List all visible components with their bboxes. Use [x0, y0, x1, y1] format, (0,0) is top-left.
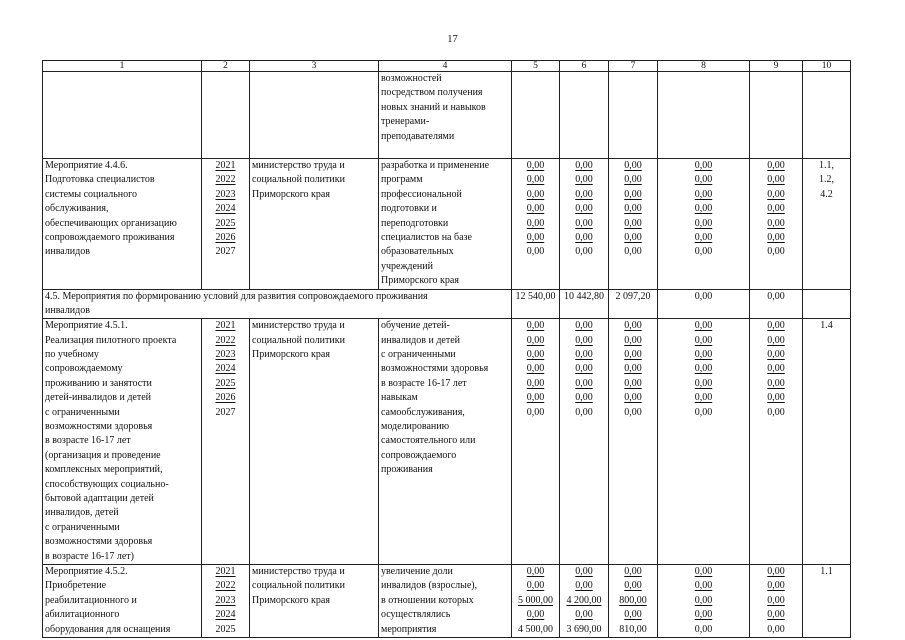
cell-line: 0,00	[526, 609, 545, 621]
cell-line: 2021	[215, 320, 236, 332]
cell-line: 0,00	[694, 334, 713, 346]
cell-line: в отношении которых	[381, 594, 474, 606]
cell-line: 0,00	[526, 203, 545, 215]
cell-line: подготовки и	[381, 203, 437, 215]
amount-cell-6	[560, 159, 609, 290]
cell-line: 2027	[215, 406, 236, 418]
cell-line: 2026	[215, 392, 236, 404]
cell-line: 0,00	[694, 203, 713, 215]
cell-line: возможностями здоровья	[381, 363, 489, 375]
cell-line: детей-инвалидов и детей	[45, 392, 152, 404]
cell-line: 0,00	[767, 334, 785, 346]
cell-line: навыкам	[381, 392, 418, 404]
cell-line: преподавателями	[381, 130, 455, 142]
cell-line: 0,00	[575, 565, 593, 577]
cell-line: Мероприятие 4.4.6.	[45, 160, 128, 171]
cell-line: 0,00	[575, 609, 593, 621]
cell-line: с ограниченными	[45, 406, 120, 418]
cell-line: 2023	[215, 188, 236, 200]
cell-line: 0,00	[575, 160, 593, 171]
cell-line: 3 690,00	[566, 623, 602, 635]
cell-line: профессиональной	[381, 188, 462, 200]
cell-line: моделированию	[381, 421, 450, 433]
cell-line: 2023	[215, 594, 236, 606]
cell-line: 0,00	[624, 349, 642, 361]
cell-line: 2025	[215, 217, 236, 229]
header-row	[43, 61, 851, 72]
cell-line: тренерами-	[381, 116, 430, 128]
cell-line: 0,00	[624, 188, 642, 200]
cell-line: 800,00	[619, 594, 647, 606]
cell-line: 0,00	[624, 203, 642, 215]
cell-line: 2021	[215, 565, 236, 577]
cell-line: 2022	[215, 174, 236, 186]
cell-line: 0,00	[575, 203, 593, 215]
cell-line: Приморского края	[252, 594, 330, 606]
cell-line: 0,00	[526, 217, 545, 229]
cell-line: инвалидов, детей	[45, 507, 119, 519]
amount-cell-5	[512, 319, 560, 565]
cell-line: 0,00	[624, 363, 642, 375]
header-cell: 6	[560, 61, 609, 72]
cell-line: Приморского края	[252, 188, 330, 200]
cell-line: увеличение доли	[381, 565, 453, 577]
cell-line: 5 000,00	[518, 594, 553, 606]
cell-line: по учебному	[45, 349, 99, 361]
cell-line: самообслуживания,	[381, 406, 465, 418]
years-cell	[202, 564, 250, 637]
cell-line: 2027	[215, 246, 236, 258]
cell-line: 0,00	[694, 377, 713, 389]
section-row-4-5	[43, 289, 851, 319]
cell-line: 0,00	[767, 188, 785, 200]
cell-line: 0,00	[526, 363, 545, 375]
cell-line: реабилитационного и	[45, 594, 137, 606]
executor-cell	[250, 159, 379, 290]
cell-line: 0,00	[694, 609, 713, 621]
cell-line: 0,00	[526, 580, 545, 592]
cell-line: сопровождаемому	[45, 363, 123, 375]
cell-line: образовательных	[381, 246, 454, 258]
cell-line: инвалидов	[45, 246, 90, 258]
section-total-8: 0,00	[658, 289, 750, 319]
cell-line: 2026	[215, 231, 236, 243]
cell-line: 0,00	[767, 203, 785, 215]
cell-line: Приморского края	[252, 349, 330, 361]
result-cell	[379, 564, 512, 637]
cell-line: 0,00	[575, 406, 593, 418]
cell-line: социальной политики	[252, 334, 345, 346]
activity-name-cell	[43, 319, 202, 565]
cell-line: 0,00	[575, 231, 593, 243]
cell-line: самостоятельного или	[381, 435, 476, 447]
cell-line: 0,00	[767, 609, 785, 621]
cell-line: 2024	[215, 203, 236, 215]
cell-line: возможностей	[381, 73, 442, 84]
cell-line: переподготовки	[381, 217, 449, 229]
cell-line: 0,00	[694, 217, 713, 229]
cell-line: мероприятия	[381, 623, 437, 635]
cell-line: 0,00	[694, 231, 713, 243]
header-cell: 1	[43, 61, 202, 72]
cell-line: 4.2	[820, 188, 833, 200]
cell-line: 0,00	[624, 160, 642, 171]
amount-cell-7	[609, 319, 658, 565]
cell-line: 0,00	[694, 174, 713, 186]
cell-line: 0,00	[575, 174, 593, 186]
section-total-6: 10 442,80	[560, 289, 609, 319]
cell-line: 0,00	[767, 174, 785, 186]
cell-line: 2024	[215, 363, 236, 375]
header-cell: 9	[750, 61, 803, 72]
cell-line: 2023	[215, 349, 236, 361]
cell-line: 0,00	[767, 392, 785, 404]
cell-line: 0,00	[767, 246, 785, 258]
cell-line: 0,00	[767, 565, 785, 577]
amount-cell-8	[658, 319, 750, 565]
cell-line: 0,00	[624, 217, 642, 229]
result-cell	[379, 159, 512, 290]
result-cell	[379, 72, 512, 159]
header-cell: 10	[803, 61, 851, 72]
cell-line: в возрасте 16-17 лет)	[45, 550, 134, 562]
cell-line: 0,00	[767, 320, 785, 332]
cell-line: 0,00	[624, 334, 642, 346]
indicator-cell	[803, 319, 851, 565]
cell-line: 0,00	[575, 363, 593, 375]
section-total-5: 12 540,00	[512, 289, 560, 319]
cell-line: программ	[381, 174, 423, 186]
cell-line: 0,00	[526, 349, 545, 361]
cell-line: 0,00	[767, 623, 785, 635]
cell-line: 0,00	[767, 160, 785, 171]
cell-line: 0,00	[526, 174, 545, 186]
cell-line: 0,00	[575, 217, 593, 229]
cell-line: 0,00	[767, 580, 785, 592]
cell-line: 1.1	[820, 565, 833, 577]
section-total-9: 0,00	[750, 289, 803, 319]
cell-line: 0,00	[526, 231, 545, 243]
cell-line: инвалидов и детей	[381, 334, 461, 346]
section-total-7: 2 097,20	[609, 289, 658, 319]
cell-line: 0,00	[767, 217, 785, 229]
cell-line: 0,00	[624, 377, 642, 389]
cell-line: 0,00	[767, 406, 785, 418]
header-cell: 3	[250, 61, 379, 72]
cell-line: сопровождаемого проживания	[45, 231, 175, 243]
cell-line: 0,00	[767, 349, 785, 361]
indicator-cell	[803, 159, 851, 290]
cell-line: посредством получения	[381, 87, 483, 99]
cell-line: 0,00	[575, 246, 593, 258]
cell-line: 0,00	[575, 334, 593, 346]
cell-line: 0,00	[767, 377, 785, 389]
amount-cell-6	[560, 564, 609, 637]
cell-line: 0,00	[575, 188, 593, 200]
cell-line: 0,00	[526, 565, 545, 577]
header-cell: 8	[658, 61, 750, 72]
cell-line: (организация и проведение	[45, 449, 161, 461]
cell-line: 2025	[215, 623, 236, 635]
cell-line: 0,00	[575, 349, 593, 361]
amount-cell-9	[750, 319, 803, 565]
cell-line: специалистов на базе	[381, 231, 472, 243]
cell-line: 2022	[215, 580, 236, 592]
cell-line: 0,00	[694, 349, 713, 361]
cell-line: 0,00	[694, 246, 713, 258]
cell-line: 0,00	[694, 392, 713, 404]
page-number: 17	[447, 34, 458, 45]
cell-line: министерство труда и	[252, 320, 345, 332]
cell-line: социальной политики	[252, 580, 345, 592]
section-title-cell	[43, 289, 512, 319]
years-cell	[202, 319, 250, 565]
amount-cell-9	[750, 159, 803, 290]
cell-line: 0,00	[526, 334, 545, 346]
table-row-4-4-6	[43, 159, 851, 290]
table-row-4-5-1	[43, 319, 851, 565]
cell-line: оборудования для оснащения	[45, 623, 171, 635]
cell-line: сопровождаемого	[381, 449, 457, 461]
amount-cell-8	[658, 564, 750, 637]
amount-cell-9	[750, 564, 803, 637]
cell-line: 0,00	[575, 320, 593, 332]
executor-cell	[250, 564, 379, 637]
cell-line: возможностями здоровья	[45, 536, 153, 548]
cell-line: проживанию и занятости	[45, 377, 152, 389]
cell-line: социальной политики	[252, 174, 345, 186]
cell-line: комплексных мероприятий,	[45, 464, 163, 476]
cell-line: 0,00	[526, 406, 545, 418]
cell-line: 0,00	[694, 363, 713, 375]
cell-line: 0,00	[526, 392, 545, 404]
cell-line: 0,00	[624, 565, 642, 577]
cell-line: бытовой адаптации детей	[45, 492, 154, 504]
result-cell	[379, 319, 512, 565]
indicator-cell	[803, 564, 851, 637]
cell-line: системы социального	[45, 188, 138, 200]
cell-line: министерство труда и	[252, 160, 345, 171]
cell-line: обслуживания,	[45, 203, 109, 215]
cell-line: 2024	[215, 609, 236, 621]
activity-name-cell	[43, 564, 202, 637]
cell-line: с ограниченными	[381, 349, 456, 361]
cell-line: 0,00	[767, 594, 785, 606]
cell-line: 0,00	[575, 392, 593, 404]
cell-line: 0,00	[526, 377, 545, 389]
cell-line: Приобретение	[45, 580, 107, 592]
executor-cell	[250, 319, 379, 565]
program-activities-table	[42, 60, 851, 638]
cell-line: проживания	[381, 464, 433, 476]
cell-line: обучение детей-	[381, 320, 450, 332]
cell-line: 0,00	[694, 623, 713, 635]
cell-line: 0,00	[694, 594, 713, 606]
cell-line: разработка и применение	[381, 160, 490, 171]
cell-line: Реализация пилотного проекта	[45, 334, 177, 346]
cell-line: 1.2,	[819, 174, 834, 186]
cell-line: 2022	[215, 334, 236, 346]
cell-line: 0,00	[526, 188, 545, 200]
cell-line: 0,00	[624, 580, 642, 592]
cell-line: Мероприятие 4.5.1.	[45, 320, 128, 332]
cell-line: 0,00	[526, 160, 545, 171]
cell-line: 2025	[215, 377, 236, 389]
cell-line: 0,00	[694, 406, 713, 418]
cell-line: с ограниченными	[45, 521, 120, 533]
cell-line: 0,00	[694, 188, 713, 200]
continued-row	[43, 72, 851, 159]
cell-line: инвалидов (взрослые),	[381, 580, 478, 592]
cell-line: 0,00	[624, 406, 642, 418]
cell-line: 0,00	[575, 580, 593, 592]
cell-line: 0,00	[624, 320, 642, 332]
table-row-4-5-2	[43, 564, 851, 637]
cell-line: Подготовка специалистов	[45, 174, 155, 186]
cell-line: возможностями здоровья	[45, 421, 153, 433]
cell-line: 0,00	[694, 320, 713, 332]
amount-cell-7	[609, 564, 658, 637]
amount-cell-7	[609, 159, 658, 290]
cell-line: министерство труда и	[252, 565, 345, 577]
cell-line: 0,00	[767, 231, 785, 243]
cell-line: Мероприятие 4.5.2.	[45, 565, 128, 577]
header-cell: 5	[512, 61, 560, 72]
amount-cell-6	[560, 319, 609, 565]
cell-line: 4.5. Мероприятия по формированию условий для развития сопровождаемого проживания	[45, 290, 428, 302]
cell-line: 0,00	[694, 565, 713, 577]
header-cell: 7	[609, 61, 658, 72]
amount-cell-5	[512, 564, 560, 637]
cell-line: 0,00	[694, 580, 713, 592]
cell-line: Приморского края	[381, 275, 459, 287]
cell-line: 0,00	[526, 320, 545, 332]
cell-line: 0,00	[624, 174, 642, 186]
amount-cell-5	[512, 159, 560, 290]
cell-line: 0,00	[624, 231, 642, 243]
cell-line: 4 500,00	[518, 623, 553, 635]
cell-line: 810,00	[619, 623, 647, 635]
cell-line: 0,00	[624, 246, 642, 258]
cell-line: 0,00	[624, 392, 642, 404]
header-cell: 2	[202, 61, 250, 72]
cell-line: 0,00	[694, 160, 713, 171]
years-cell	[202, 159, 250, 290]
cell-line: осуществлялись	[381, 609, 451, 621]
cell-line: 1.1,	[819, 160, 834, 171]
cell-line: в возрасте 16-17 лет	[381, 377, 467, 389]
cell-line: 2021	[215, 160, 236, 171]
header-cell: 4	[379, 61, 512, 72]
cell-line: обеспечивающих организацию	[45, 217, 177, 229]
cell-line: 0,00	[767, 363, 785, 375]
cell-line: 0,00	[575, 377, 593, 389]
cell-line: абилитационного	[45, 609, 120, 621]
cell-line: 1.4	[820, 320, 833, 332]
cell-line: 0,00	[624, 609, 642, 621]
cell-line: новых знаний и навыков	[381, 101, 486, 113]
activity-name-cell	[43, 159, 202, 290]
cell-line: 4 200,00	[566, 594, 602, 606]
cell-line: инвалидов	[45, 304, 90, 316]
cell-line: способствующих социально-	[45, 478, 169, 490]
cell-line: 0,00	[526, 246, 545, 258]
cell-line: учреждений	[381, 260, 433, 272]
amount-cell-8	[658, 159, 750, 290]
cell-line: в возрасте 16-17 лет	[45, 435, 131, 447]
